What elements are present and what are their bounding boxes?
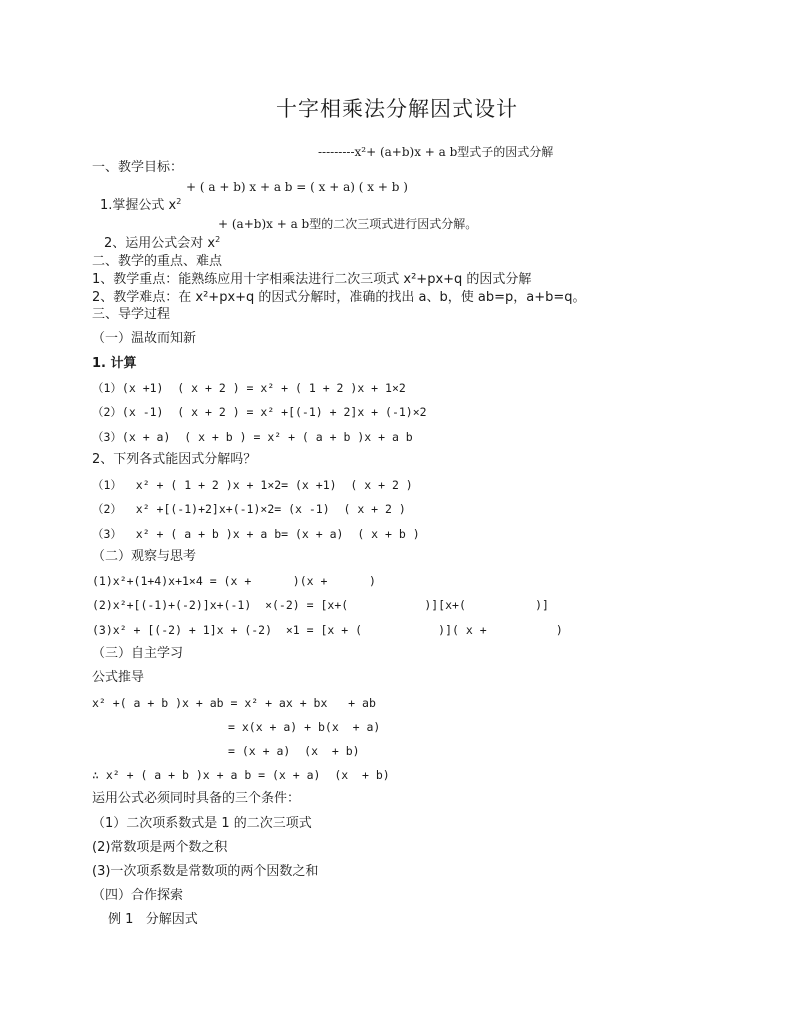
part-1-heading: （一）温故而知新 — [92, 331, 197, 346]
part-2-heading: （二）观察与思考 — [92, 549, 197, 564]
part-3-heading: （三）自主学习 — [92, 646, 184, 661]
conditions-heading: 运用公式必须同时具备的三个条件： — [92, 791, 301, 806]
key-point: 1、教学重点：能熟练应用十字相乘法进行二次三项式 x²+px+q 的因式分解 — [92, 272, 532, 287]
condition-2: (2)常数项是两个数之积 — [92, 840, 228, 855]
calc-line-3: （3）(x + a) ( x + b ) = x² + ( a + b )x + a b — [92, 430, 413, 444]
part-4-heading: （四）合作探索 — [92, 888, 184, 903]
goal-2-formula: + (a+b)x + a b型的二次三项式进行因式分解。 — [218, 217, 478, 231]
derive-line-2: = x(x + a) + b(x + a) — [228, 720, 381, 734]
factor-line-2: （2） x² +[(-1)+2]x+(-1)×2= (x -1) ( x + 2 ) — [92, 502, 406, 516]
subtitle: ---------x²+ (a+b)x + a b型式子的因式分解 — [318, 145, 554, 159]
derive-heading: 公式推导 — [92, 670, 145, 685]
derive-line-3: = (x + a) (x + b) — [228, 744, 360, 758]
factor-question: 2、下列各式能因式分解吗？ — [92, 452, 257, 467]
section-1-heading: 一、教学目标： — [92, 160, 184, 175]
derive-conclusion: ∴ x² + ( a + b )x + a b = (x + a) (x + b) — [92, 768, 390, 782]
difficult-point: 2、教学难点：在 x²+px+q 的因式分解时，准确的找出 a、b，使 ab=p，a+b=q。 — [92, 290, 586, 305]
observe-line-2: (2)x²+[(-1)+(-2)]x+(-1) ×(-2) = [x+( )][x+( )] — [92, 598, 549, 612]
calc-line-2: （2）(x -1) ( x + 2 ) = x² +[(-1) + 2]x + (-1)×2 — [92, 405, 427, 419]
factor-line-3: （3） x² + ( a + b )x + a b= (x + a) ( x + b ) — [92, 527, 420, 541]
derive-line-1: x² +( a + b )x + ab = x² + ax + bx + ab — [92, 696, 376, 710]
calc-heading: 1. 计算 — [92, 356, 137, 371]
condition-3: (3)一次项系数是常数项的两个因数之和 — [92, 864, 319, 879]
calc-line-1: （1）(x +1) ( x + 2 ) = x² + ( 1 + 2 )x + 1×2 — [92, 381, 406, 395]
section-2-heading: 二、教学的重点、难点 — [92, 254, 223, 269]
example-1: 例 1 分解因式 — [108, 912, 198, 927]
goal-1-text: 1.掌握公式 $x^2$ — [100, 197, 182, 213]
condition-1: （1）二次项系数式是 1 的二次三项式 — [92, 816, 312, 831]
page-title: 十字相乘法分解因式设计 — [276, 97, 518, 121]
goal-2-text: 2、运用公式会对 $x^2$ — [104, 235, 221, 251]
observe-line-1: (1)x²+(1+4)x+1×4 = (x + )(x + ) — [92, 574, 376, 588]
section-3-heading: 三、导学过程 — [92, 307, 171, 322]
observe-line-3: (3)x² + [(-2) + 1]x + (-2) ×1 = [x + ( )]( x + ) — [92, 623, 563, 637]
goal-1-formula: + ( a + b) x + a b = ( x + a) ( x + b ) — [186, 180, 408, 194]
factor-line-1: （1） x² + ( 1 + 2 )x + 1×2= (x +1) ( x + 2 ) — [92, 478, 413, 492]
